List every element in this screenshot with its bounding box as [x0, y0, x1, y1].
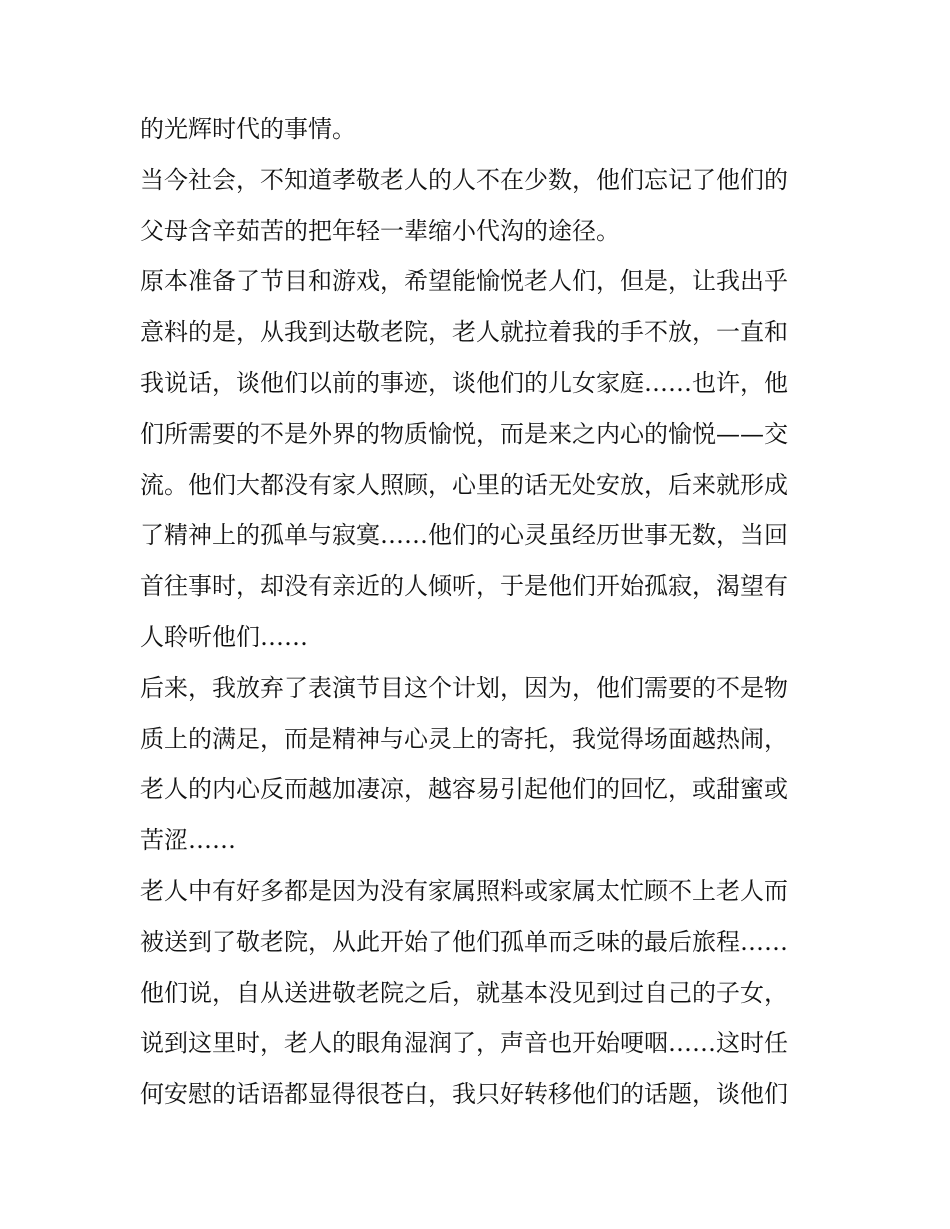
text-line: 他们说，自从送进敬老院之后，就基本没见到过自己的子女， [140, 978, 788, 1007]
text-line: 意料的是，从我到达敬老院，老人就拉着我的手不放，一直和 [140, 318, 788, 347]
text-line: 被送到了敬老院，从此开始了他们孤单而乏味的最后旅程…… [140, 927, 788, 956]
text-line: 原本准备了节目和游戏，希望能愉悦老人们，但是，让我出乎 [140, 267, 788, 296]
text-line: 们所需要的不是外界的物质愉悦，而是来之内心的愉悦——交 [140, 419, 788, 448]
text-line: 的光辉时代的事情。 [140, 115, 356, 143]
text-line: 老人的内心反而越加凄凉，越容易引起他们的回忆，或甜蜜或 [140, 775, 788, 804]
text-line: 人聆听他们…… [140, 622, 308, 651]
document-body [140, 104, 820, 1120]
text-line: 流。他们大都没有家人照顾，心里的话无处安放，后来就形成 [140, 470, 788, 499]
text-line: 当今社会，不知道孝敬老人的人不在少数，他们忘记了他们的 [140, 165, 788, 194]
text-line: 后来，我放弃了表演节目这个计划，因为，他们需要的不是物 [140, 673, 788, 702]
text-line: 我说话，谈他们以前的事迹，谈他们的儿女家庭……也许，他 [140, 368, 788, 397]
text-line: 了精神上的孤单与寂寞……他们的心灵虽经历世事无数，当回 [140, 521, 788, 550]
text-line: 何安慰的话语都显得很苍白，我只好转移他们的话题，谈他们 [140, 1080, 788, 1109]
text-line: 父母含辛茹苦的把年轻一辈缩小代沟的途径。 [140, 216, 620, 245]
text-line: 首往事时，却没有亲近的人倾听，于是他们开始孤寂，渴望有 [140, 572, 788, 601]
text-line: 苦涩…… [140, 826, 236, 855]
text-line: 老人中有好多都是因为没有家属照料或家属太忙顾不上老人而 [140, 876, 788, 905]
text-line: 说到这里时，老人的眼角湿润了，声音也开始哽咽……这时任 [140, 1029, 788, 1058]
text-line: 质上的满足，而是精神与心灵上的寄托，我觉得场面越热闹， [140, 724, 788, 753]
